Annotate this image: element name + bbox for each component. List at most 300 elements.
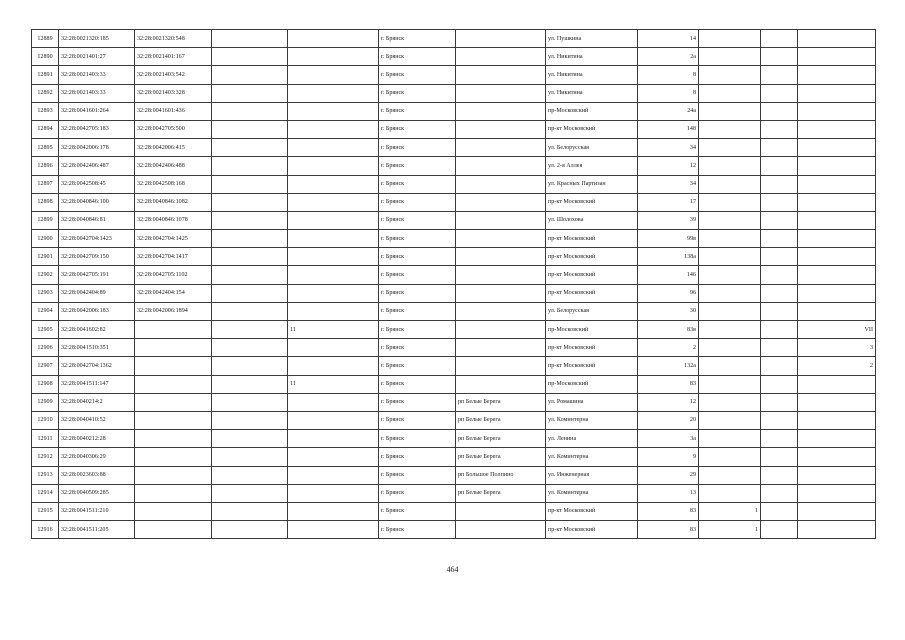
cell-city: г. Брянск bbox=[379, 266, 456, 284]
cell-street: ул. Пушкина bbox=[546, 30, 638, 48]
cell-col-4 bbox=[212, 393, 288, 411]
cell-col-12 bbox=[798, 120, 876, 138]
cell-object-number: 32:28:0042508:168 bbox=[135, 175, 212, 193]
cell-city: г. Брянск bbox=[379, 211, 456, 229]
table-row bbox=[32, 302, 876, 320]
cell-col-12 bbox=[798, 266, 876, 284]
cell-col-10 bbox=[699, 193, 761, 211]
cell-col-11 bbox=[761, 357, 798, 375]
cell-cadastral-number: 32:28:0042705:183 bbox=[59, 120, 135, 138]
cell-settlement bbox=[456, 357, 546, 375]
cell-street: ул. Красных Партизан bbox=[546, 175, 638, 193]
table-row bbox=[32, 521, 876, 539]
cell-col-4 bbox=[212, 266, 288, 284]
cell-col-10 bbox=[699, 66, 761, 84]
cell-house-number: 148 bbox=[638, 120, 699, 138]
cell-house-number: 83 bbox=[638, 521, 699, 539]
cell-col-10 bbox=[699, 339, 761, 357]
cell-row-index: 12911 bbox=[32, 430, 59, 448]
cell-col-11 bbox=[761, 393, 798, 411]
table-row bbox=[32, 484, 876, 502]
table-row bbox=[32, 393, 876, 411]
cell-object-number bbox=[135, 393, 212, 411]
cell-col-12 bbox=[798, 248, 876, 266]
cell-col-11 bbox=[761, 230, 798, 248]
cell-col-5 bbox=[288, 466, 379, 484]
cell-settlement bbox=[456, 211, 546, 229]
cell-street: ул. 2-я Аллея bbox=[546, 157, 638, 175]
cell-col-11 bbox=[761, 120, 798, 138]
cell-col-10 bbox=[699, 393, 761, 411]
cell-row-index: 12904 bbox=[32, 302, 59, 320]
cell-house-number: 2 bbox=[638, 339, 699, 357]
cell-col-10 bbox=[699, 284, 761, 302]
cell-object-number: 32:28:0042406:488 bbox=[135, 157, 212, 175]
table-row bbox=[32, 211, 876, 229]
cell-house-number: 17 bbox=[638, 193, 699, 211]
cell-col-4 bbox=[212, 139, 288, 157]
table-row bbox=[32, 448, 876, 466]
cell-settlement bbox=[456, 230, 546, 248]
cell-city: г. Брянск bbox=[379, 448, 456, 466]
cell-col-5 bbox=[288, 102, 379, 120]
cell-col-11 bbox=[761, 266, 798, 284]
cell-row-index: 12913 bbox=[32, 466, 59, 484]
cell-row-index: 12891 bbox=[32, 66, 59, 84]
cell-row-index: 12912 bbox=[32, 448, 59, 466]
cell-col-12 bbox=[798, 430, 876, 448]
cell-col-11 bbox=[761, 139, 798, 157]
cell-col-5 bbox=[288, 120, 379, 138]
cell-col-4 bbox=[212, 302, 288, 320]
cell-cadastral-number: 32:28:0023603:88 bbox=[59, 466, 135, 484]
cell-street: пр-Московский bbox=[546, 321, 638, 339]
cell-settlement: рп Белые Берега bbox=[456, 393, 546, 411]
cell-col-12 bbox=[798, 230, 876, 248]
cell-street: ул. Шолохова bbox=[546, 211, 638, 229]
cell-col-5 bbox=[288, 30, 379, 48]
cell-city: г. Брянск bbox=[379, 48, 456, 66]
cell-object-number bbox=[135, 375, 212, 393]
table-row bbox=[32, 284, 876, 302]
cell-col-5: 11 bbox=[288, 321, 379, 339]
cell-col-10 bbox=[699, 157, 761, 175]
cell-object-number bbox=[135, 466, 212, 484]
cell-col-12 bbox=[798, 502, 876, 520]
cell-object-number: 32:28:0042704:1425 bbox=[135, 230, 212, 248]
cell-col-10 bbox=[699, 411, 761, 429]
cell-street: ул. Белорусская bbox=[546, 139, 638, 157]
cell-cadastral-number: 32:28:0040410:52 bbox=[59, 411, 135, 429]
cell-house-number: 83 bbox=[638, 502, 699, 520]
cell-object-number: 32:28:0040846:1078 bbox=[135, 211, 212, 229]
cell-house-number: 29 bbox=[638, 466, 699, 484]
cell-col-11 bbox=[761, 84, 798, 102]
cell-row-index: 12902 bbox=[32, 266, 59, 284]
cell-col-5 bbox=[288, 175, 379, 193]
cell-col-12 bbox=[798, 375, 876, 393]
cell-house-number: 8 bbox=[638, 84, 699, 102]
cell-object-number bbox=[135, 321, 212, 339]
cell-col-12 bbox=[798, 84, 876, 102]
cell-row-index: 12896 bbox=[32, 157, 59, 175]
cell-col-12 bbox=[798, 466, 876, 484]
cell-col-11 bbox=[761, 284, 798, 302]
cell-cadastral-number: 32:28:0021320:185 bbox=[59, 30, 135, 48]
cell-col-12 bbox=[798, 521, 876, 539]
cell-settlement bbox=[456, 302, 546, 320]
cell-street: пр-кт Московский bbox=[546, 357, 638, 375]
cell-settlement bbox=[456, 66, 546, 84]
cell-object-number bbox=[135, 448, 212, 466]
cell-street: ул. Инженерная bbox=[546, 466, 638, 484]
cell-cadastral-number: 32:28:0042404:89 bbox=[59, 284, 135, 302]
cell-cadastral-number: 32:28:0040509:285 bbox=[59, 484, 135, 502]
cell-col-4 bbox=[212, 430, 288, 448]
cell-col-11 bbox=[761, 48, 798, 66]
cell-col-4 bbox=[212, 84, 288, 102]
cell-col-10 bbox=[699, 484, 761, 502]
table-row bbox=[32, 120, 876, 138]
cell-col-4 bbox=[212, 357, 288, 375]
cell-object-number bbox=[135, 521, 212, 539]
cell-city: г. Брянск bbox=[379, 139, 456, 157]
cell-col-5 bbox=[288, 84, 379, 102]
cell-col-12 bbox=[798, 284, 876, 302]
cell-row-index: 12908 bbox=[32, 375, 59, 393]
cell-settlement: рп Белые Берега bbox=[456, 430, 546, 448]
cell-city: г. Брянск bbox=[379, 466, 456, 484]
cell-col-4 bbox=[212, 157, 288, 175]
cell-street: пр-кт Московский bbox=[546, 284, 638, 302]
cell-row-index: 12890 bbox=[32, 48, 59, 66]
cell-col-10 bbox=[699, 321, 761, 339]
cell-col-5 bbox=[288, 357, 379, 375]
cell-street: пр-Московский bbox=[546, 375, 638, 393]
cell-object-number: 32:28:0042704:1417 bbox=[135, 248, 212, 266]
cell-col-5 bbox=[288, 521, 379, 539]
table-row bbox=[32, 502, 876, 520]
cell-col-4 bbox=[212, 502, 288, 520]
cell-city: г. Брянск bbox=[379, 393, 456, 411]
cell-col-11 bbox=[761, 175, 798, 193]
cell-col-5: 11 bbox=[288, 375, 379, 393]
cell-cadastral-number: 32:28:0040846:100 bbox=[59, 193, 135, 211]
cell-col-12 bbox=[798, 139, 876, 157]
cell-city: г. Брянск bbox=[379, 302, 456, 320]
cell-col-12: VII bbox=[798, 321, 876, 339]
cell-col-11 bbox=[761, 30, 798, 48]
table-row bbox=[32, 66, 876, 84]
cell-house-number: 13 bbox=[638, 484, 699, 502]
cell-cadastral-number: 32:28:0041602:82 bbox=[59, 321, 135, 339]
cell-settlement: рп Белые Берега bbox=[456, 484, 546, 502]
cell-col-4 bbox=[212, 175, 288, 193]
cell-house-number: 30 bbox=[638, 302, 699, 320]
cell-settlement bbox=[456, 339, 546, 357]
cell-house-number: 34 bbox=[638, 175, 699, 193]
cell-col-10: 1 bbox=[699, 502, 761, 520]
cell-street: ул. Никитина bbox=[546, 48, 638, 66]
cell-col-10 bbox=[699, 175, 761, 193]
cell-house-number: 138а bbox=[638, 248, 699, 266]
cell-col-5 bbox=[288, 484, 379, 502]
cell-cadastral-number: 32:28:0040846:81 bbox=[59, 211, 135, 229]
cell-street: пр-Московский bbox=[546, 102, 638, 120]
cell-col-4 bbox=[212, 339, 288, 357]
cell-city: г. Брянск bbox=[379, 430, 456, 448]
cell-settlement bbox=[456, 157, 546, 175]
cell-col-5 bbox=[288, 248, 379, 266]
cell-house-number: 12 bbox=[638, 393, 699, 411]
cell-col-10 bbox=[699, 375, 761, 393]
cell-col-5 bbox=[288, 48, 379, 66]
cell-city: г. Брянск bbox=[379, 102, 456, 120]
cell-col-10 bbox=[699, 466, 761, 484]
cell-city: г. Брянск bbox=[379, 375, 456, 393]
cell-cadastral-number: 32:28:0041511:147 bbox=[59, 375, 135, 393]
cell-city: г. Брянск bbox=[379, 84, 456, 102]
cell-house-number: 14 bbox=[638, 30, 699, 48]
cell-col-12 bbox=[798, 175, 876, 193]
cell-city: г. Брянск bbox=[379, 484, 456, 502]
cell-street: пр-кт Московский bbox=[546, 502, 638, 520]
cell-house-number: 8 bbox=[638, 66, 699, 84]
cell-street: ул. Никитина bbox=[546, 84, 638, 102]
cell-col-11 bbox=[761, 102, 798, 120]
table-row bbox=[32, 430, 876, 448]
cell-house-number: 83в bbox=[638, 321, 699, 339]
cell-cadastral-number: 32:28:0041601:264 bbox=[59, 102, 135, 120]
table-row bbox=[32, 357, 876, 375]
cell-city: г. Брянск bbox=[379, 30, 456, 48]
cell-house-number: 2а bbox=[638, 48, 699, 66]
cell-col-12 bbox=[798, 302, 876, 320]
cell-col-12 bbox=[798, 193, 876, 211]
cell-row-index: 12910 bbox=[32, 411, 59, 429]
cell-cadastral-number: 32:28:0041510:351 bbox=[59, 339, 135, 357]
cell-col-5 bbox=[288, 193, 379, 211]
cell-row-index: 12893 bbox=[32, 102, 59, 120]
cell-object-number: 32:28:0042705:500 bbox=[135, 120, 212, 138]
cell-col-12 bbox=[798, 411, 876, 429]
cell-col-12 bbox=[798, 66, 876, 84]
cell-col-4 bbox=[212, 120, 288, 138]
cell-col-11 bbox=[761, 66, 798, 84]
table-row bbox=[32, 466, 876, 484]
cell-house-number: 99в bbox=[638, 230, 699, 248]
cell-col-5 bbox=[288, 393, 379, 411]
cell-col-11 bbox=[761, 484, 798, 502]
table-row bbox=[32, 139, 876, 157]
cell-settlement bbox=[456, 502, 546, 520]
cell-col-10 bbox=[699, 302, 761, 320]
cell-col-12 bbox=[798, 48, 876, 66]
cell-street: ул. Коминтерна bbox=[546, 411, 638, 429]
cell-col-4 bbox=[212, 211, 288, 229]
cell-city: г. Брянск bbox=[379, 120, 456, 138]
page-number: 464 bbox=[446, 565, 459, 574]
table-row bbox=[32, 321, 876, 339]
table-row bbox=[32, 339, 876, 357]
cell-street: ул. Коминтерна bbox=[546, 484, 638, 502]
table-row bbox=[32, 193, 876, 211]
cell-col-5 bbox=[288, 448, 379, 466]
cell-house-number: 39 bbox=[638, 211, 699, 229]
cell-cadastral-number: 32:28:0021403:33 bbox=[59, 84, 135, 102]
cell-col-4 bbox=[212, 284, 288, 302]
cell-house-number: 96 bbox=[638, 284, 699, 302]
cell-settlement bbox=[456, 120, 546, 138]
cell-cadastral-number: 32:28:0040212:28 bbox=[59, 430, 135, 448]
cell-cadastral-number: 32:28:0041511:205 bbox=[59, 521, 135, 539]
cell-col-10 bbox=[699, 248, 761, 266]
cell-object-number: 32:28:0042006:415 bbox=[135, 139, 212, 157]
cell-object-number bbox=[135, 430, 212, 448]
cell-col-11 bbox=[761, 193, 798, 211]
cell-col-10 bbox=[699, 30, 761, 48]
cell-street: пр-кт Московский bbox=[546, 230, 638, 248]
cell-row-index: 12892 bbox=[32, 84, 59, 102]
cell-object-number bbox=[135, 502, 212, 520]
cell-col-5 bbox=[288, 284, 379, 302]
cell-street: ул. Ромашина bbox=[546, 393, 638, 411]
table-body bbox=[32, 30, 876, 539]
cell-object-number: 32:28:0040846:1082 bbox=[135, 193, 212, 211]
cell-settlement bbox=[456, 175, 546, 193]
cell-city: г. Брянск bbox=[379, 66, 456, 84]
cell-col-11 bbox=[761, 157, 798, 175]
table-row bbox=[32, 248, 876, 266]
cell-cadastral-number: 32:28:0021401:27 bbox=[59, 48, 135, 66]
cell-col-11 bbox=[761, 339, 798, 357]
cell-city: г. Брянск bbox=[379, 248, 456, 266]
cell-settlement bbox=[456, 84, 546, 102]
cell-col-5 bbox=[288, 139, 379, 157]
table-row bbox=[32, 375, 876, 393]
cell-row-index: 12901 bbox=[32, 248, 59, 266]
cell-col-5 bbox=[288, 430, 379, 448]
cell-col-11 bbox=[761, 321, 798, 339]
cell-object-number: 32:28:0021320:548 bbox=[135, 30, 212, 48]
cell-col-5 bbox=[288, 66, 379, 84]
cell-street: пр-кт Московский bbox=[546, 120, 638, 138]
cell-city: г. Брянск bbox=[379, 357, 456, 375]
cell-col-11 bbox=[761, 375, 798, 393]
table-row bbox=[32, 30, 876, 48]
cell-col-5 bbox=[288, 211, 379, 229]
cell-col-11 bbox=[761, 211, 798, 229]
cell-settlement bbox=[456, 30, 546, 48]
cell-col-10 bbox=[699, 266, 761, 284]
cell-col-10 bbox=[699, 139, 761, 157]
cell-cadastral-number: 32:28:0040214:2 bbox=[59, 393, 135, 411]
cell-settlement bbox=[456, 375, 546, 393]
table-row bbox=[32, 411, 876, 429]
cell-city: г. Брянск bbox=[379, 339, 456, 357]
cell-street: пр-кт Московский bbox=[546, 266, 638, 284]
cell-col-12 bbox=[798, 211, 876, 229]
cell-col-5 bbox=[288, 266, 379, 284]
cell-street: ул. Ленина bbox=[546, 430, 638, 448]
cell-cadastral-number: 32:28:0042006:178 bbox=[59, 139, 135, 157]
cell-city: г. Брянск bbox=[379, 284, 456, 302]
cell-col-10 bbox=[699, 430, 761, 448]
cell-row-index: 12895 bbox=[32, 139, 59, 157]
cell-city: г. Брянск bbox=[379, 521, 456, 539]
cell-settlement bbox=[456, 248, 546, 266]
cell-col-5 bbox=[288, 230, 379, 248]
cell-col-4 bbox=[212, 230, 288, 248]
cell-city: г. Брянск bbox=[379, 230, 456, 248]
cell-col-12: 2 bbox=[798, 357, 876, 375]
cell-city: г. Брянск bbox=[379, 175, 456, 193]
cell-street: ул. Коминтерна bbox=[546, 448, 638, 466]
table-row bbox=[32, 48, 876, 66]
cell-col-4 bbox=[212, 375, 288, 393]
cell-col-12: 3 bbox=[798, 339, 876, 357]
cell-col-12 bbox=[798, 157, 876, 175]
cell-col-4 bbox=[212, 484, 288, 502]
cell-city: г. Брянск bbox=[379, 502, 456, 520]
cell-object-number bbox=[135, 357, 212, 375]
cell-cadastral-number: 32:28:0042704:1362 bbox=[59, 357, 135, 375]
cell-street: ул. Никитина bbox=[546, 66, 638, 84]
table-row bbox=[32, 230, 876, 248]
cell-col-10 bbox=[699, 120, 761, 138]
cell-street: ул. Белорусская bbox=[546, 302, 638, 320]
cell-object-number: 32:28:0021403:328 bbox=[135, 84, 212, 102]
cell-col-5 bbox=[288, 411, 379, 429]
cell-cadastral-number: 32:28:0040306:29 bbox=[59, 448, 135, 466]
cell-col-10 bbox=[699, 48, 761, 66]
cell-settlement: рп Большое Полпино bbox=[456, 466, 546, 484]
cell-col-10 bbox=[699, 448, 761, 466]
cell-house-number: 12 bbox=[638, 157, 699, 175]
cell-row-index: 12909 bbox=[32, 393, 59, 411]
cell-city: г. Брянск bbox=[379, 157, 456, 175]
table-row bbox=[32, 102, 876, 120]
cell-object-number bbox=[135, 484, 212, 502]
cell-row-index: 12907 bbox=[32, 357, 59, 375]
cell-settlement: рп Белые Берега bbox=[456, 448, 546, 466]
cell-row-index: 12903 bbox=[32, 284, 59, 302]
cell-col-4 bbox=[212, 321, 288, 339]
cell-col-4 bbox=[212, 30, 288, 48]
cell-house-number: 24а bbox=[638, 102, 699, 120]
cell-object-number: 32:28:0041601:436 bbox=[135, 102, 212, 120]
cell-col-12 bbox=[798, 393, 876, 411]
table-row bbox=[32, 157, 876, 175]
cell-house-number: 3а bbox=[638, 430, 699, 448]
table-row bbox=[32, 175, 876, 193]
cell-row-index: 12889 bbox=[32, 30, 59, 48]
cell-cadastral-number: 32:28:0042704:1423 bbox=[59, 230, 135, 248]
cell-col-4 bbox=[212, 193, 288, 211]
cell-house-number: 9 bbox=[638, 448, 699, 466]
cell-settlement bbox=[456, 266, 546, 284]
cell-row-index: 12915 bbox=[32, 502, 59, 520]
cell-row-index: 12898 bbox=[32, 193, 59, 211]
cell-cadastral-number: 32:28:0042006:183 bbox=[59, 302, 135, 320]
cell-street: пр-кт Московский bbox=[546, 521, 638, 539]
cell-col-10 bbox=[699, 84, 761, 102]
cell-object-number: 32:28:0042006:1894 bbox=[135, 302, 212, 320]
cell-house-number: 20 bbox=[638, 411, 699, 429]
cell-row-index: 12897 bbox=[32, 175, 59, 193]
cell-house-number: 83 bbox=[638, 375, 699, 393]
table-row bbox=[32, 266, 876, 284]
